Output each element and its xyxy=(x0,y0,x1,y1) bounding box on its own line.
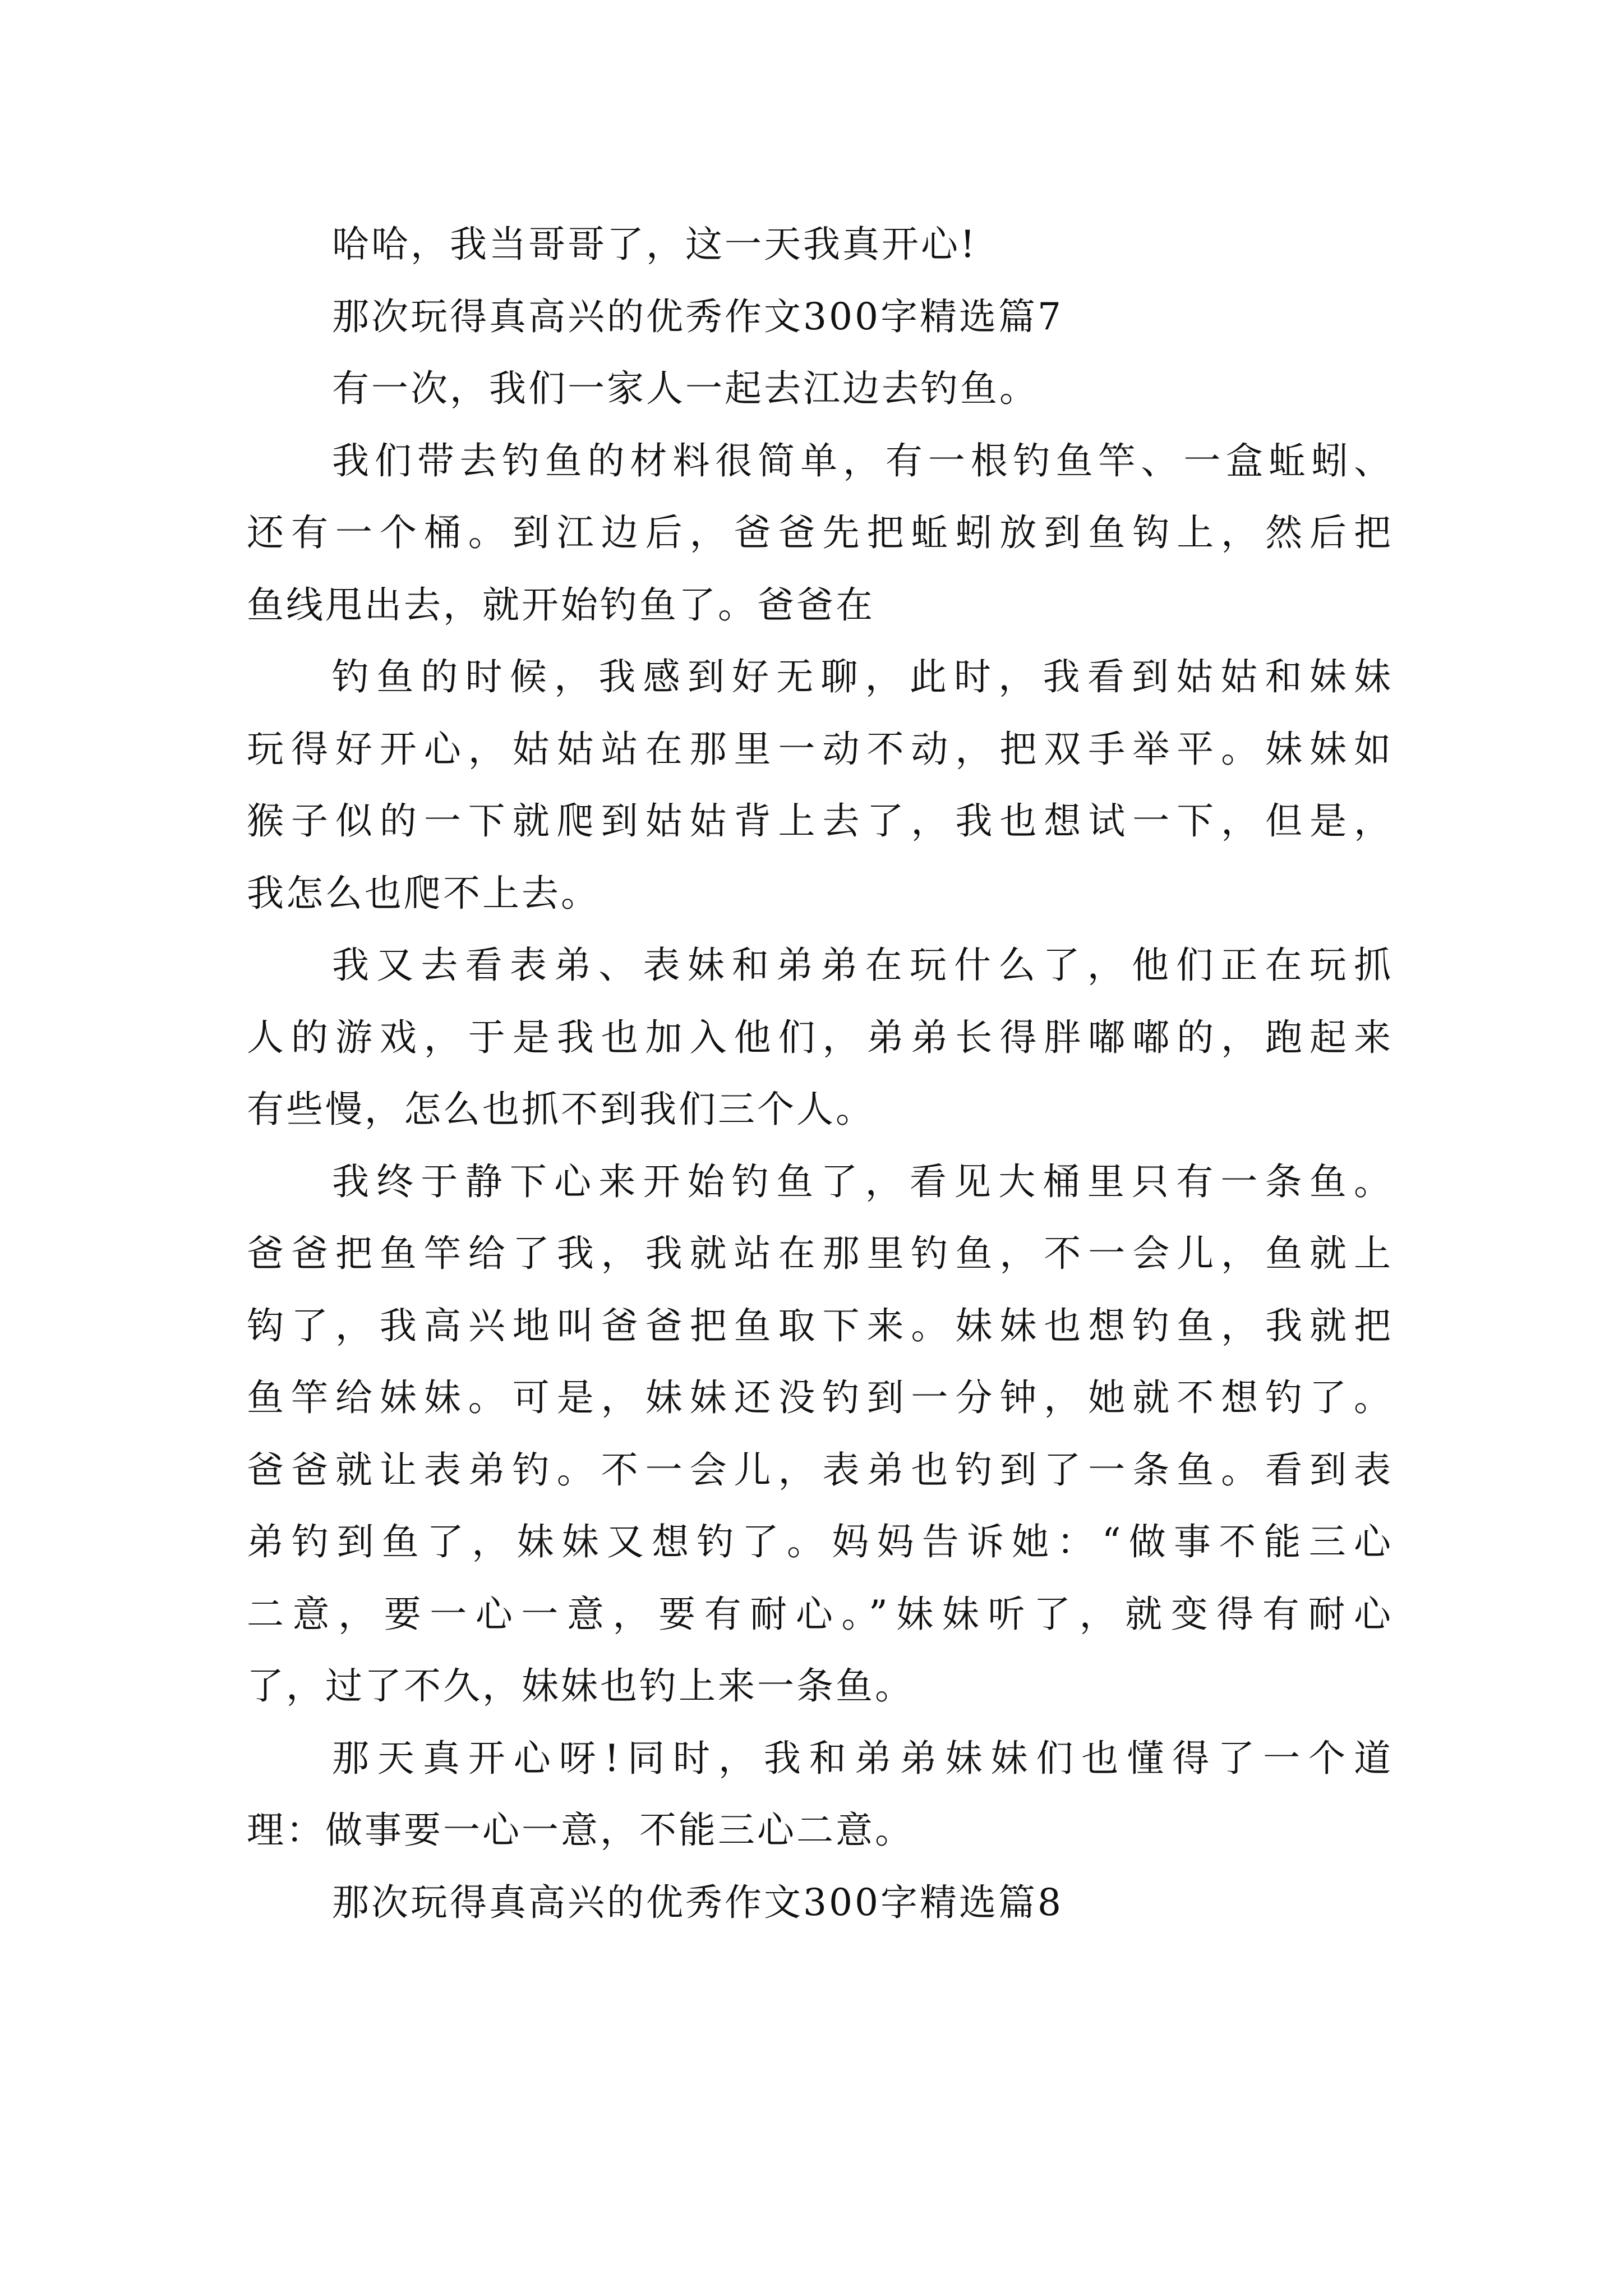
text-line: 理：做事要一心一意，不能三心二意。 xyxy=(247,1809,914,1852)
text-line: 那天真开心呀!同时，我和弟弟妹妹们也懂得了一个道 xyxy=(332,1736,1393,1780)
paragraph xyxy=(247,1723,1393,1867)
text-line: 爸爸就让表弟钓。不一会儿，表弟也钓到了一条鱼。看到表 xyxy=(247,1448,1393,1492)
paragraph xyxy=(247,641,1393,930)
paragraph xyxy=(247,1146,1393,1723)
text-line: 鱼线甩出去，就开始钓鱼了。爸爸在 xyxy=(247,583,875,627)
text-line: 猴子似的一下就爬到姑姑背上去了，我也想试一下，但是， xyxy=(247,799,1393,843)
text-line: 鱼竿给妹妹。可是，妹妹还没钓到一分钟，她就不想钓了。 xyxy=(247,1376,1393,1419)
text-line: 钓鱼的时候，我感到好无聊，此时，我看到姑姑和妹妹 xyxy=(332,655,1393,698)
text-line: 二意，要一心一意，要有耐心。”妹妹听了，就变得有耐心 xyxy=(247,1592,1393,1636)
text-line: 那次玩得真高兴的优秀作文300字精选篇8 xyxy=(332,1880,1063,1924)
text-line: 还有一个桶。到江边后，爸爸先把蚯蚓放到鱼钩上，然后把 xyxy=(247,511,1393,554)
text-line: 钩了，我高兴地叫爸爸把鱼取下来。妹妹也想钓鱼，我就把 xyxy=(247,1304,1393,1347)
section-heading xyxy=(247,1867,1393,1939)
text-line: 我终于静下心来开始钓鱼了，看见大桶里只有一条鱼。 xyxy=(332,1159,1393,1203)
paragraph xyxy=(247,353,1393,425)
text-line: 有一次，我们一家人一起去江边去钓鱼。 xyxy=(332,367,1039,410)
document-body xyxy=(247,209,1393,1939)
text-line: 人的游戏，于是我也加入他们，弟弟长得胖嘟嘟的，跑起来 xyxy=(247,1015,1393,1059)
paragraph xyxy=(247,425,1393,642)
text-line: 我又去看表弟、表妹和弟弟在玩什么了，他们正在玩抓 xyxy=(332,944,1393,987)
text-line: 那次玩得真高兴的优秀作文300字精选篇7 xyxy=(332,295,1063,338)
text-line: 弟钓到鱼了，妹妹又想钓了。妈妈告诉她：“做事不能三心 xyxy=(247,1520,1393,1563)
text-line: 爸爸把鱼竿给了我，我就站在那里钓鱼，不一会儿，鱼就上 xyxy=(247,1232,1393,1275)
text-line: 有些慢，怎么也抓不到我们三个人。 xyxy=(247,1088,875,1131)
paragraph xyxy=(247,930,1393,1146)
paragraph xyxy=(247,209,1393,281)
text-line: 了，过了不久，妹妹也钓上来一条鱼。 xyxy=(247,1664,914,1708)
text-line: 哈哈，我当哥哥了，这一天我真开心! xyxy=(332,223,978,266)
text-line: 我怎么也爬不上去。 xyxy=(247,871,600,915)
text-line: 我们带去钓鱼的材料很简单，有一根钓鱼竿、一盒蚯蚓、 xyxy=(332,439,1393,482)
text-line: 玩得好开心，姑姑站在那里一动不动，把双手举平。妹妹如 xyxy=(247,727,1393,771)
section-heading xyxy=(247,281,1393,353)
